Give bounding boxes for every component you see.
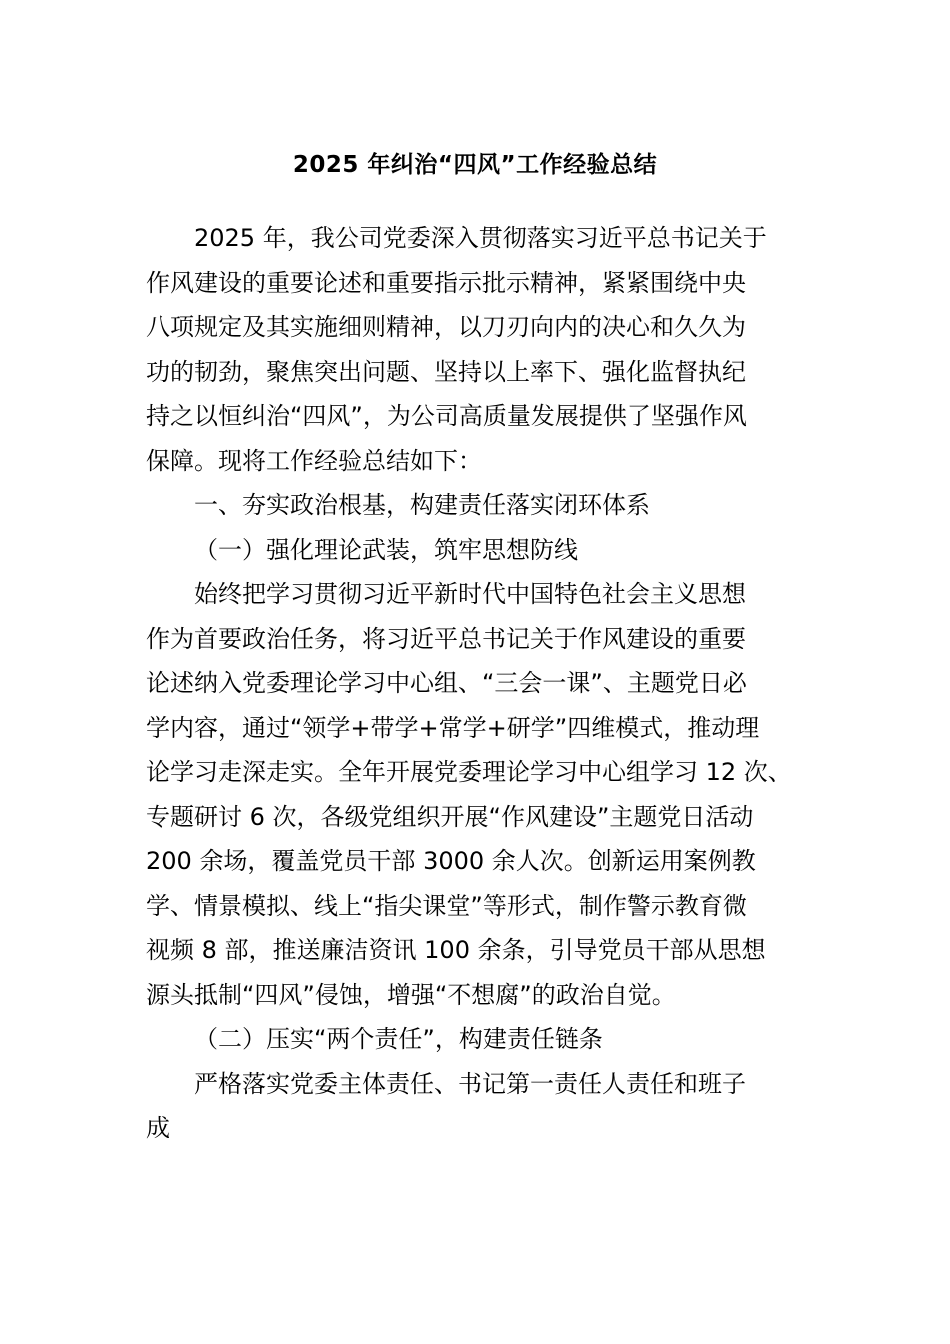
paragraph-line: 视频 8 部，推送廉洁资讯 100 余条，引导党员干部从思想 — [146, 936, 766, 964]
paragraph-line: 保障。现将工作经验总结如下： — [146, 447, 482, 475]
paragraph-line: 论学习走深走实。全年开展党委理论学习中心组学习 12 次、 — [146, 758, 792, 786]
paragraph-line: 成 — [146, 1114, 170, 1142]
paragraph-line: 学内容，通过“领学+带学+常学+研学”四维模式，推动理 — [146, 714, 760, 742]
section-heading: 一、夯实政治根基，构建责任落实闭环体系 — [194, 491, 650, 519]
paragraph-line: 作为首要政治任务，将习近平总书记关于作风建设的重要 — [146, 625, 746, 653]
paragraph-line: 严格落实党委主体责任、书记第一责任人责任和班子 — [194, 1070, 746, 1098]
subsection-heading: （一）强化理论武装，筑牢思想防线 — [194, 536, 578, 564]
subsection-heading: （二）压实“两个责任”，构建责任链条 — [194, 1025, 603, 1053]
paragraph-line: 学、情景模拟、线上“指尖课堂”等形式，制作警示教育微 — [146, 892, 747, 920]
paragraph-line: 源头抵制“四风”侵蚀，增强“不想腐”的政治自觉。 — [146, 981, 676, 1009]
paragraph-line: 功的韧劲，聚焦突出问题、坚持以上率下、强化监督执纪 — [146, 358, 746, 386]
paragraph-line: 作风建设的重要论述和重要指示批示精神，紧紧围绕中央 — [146, 269, 746, 297]
paragraph-line: 2025 年，我公司党委深入贯彻落实习近平总书记关于 — [194, 224, 767, 252]
paragraph-line: 始终把学习贯彻习近平新时代中国特色社会主义思想 — [194, 580, 746, 608]
paragraph-line: 200 余场，覆盖党员干部 3000 余人次。创新运用案例教 — [146, 847, 756, 875]
document-title: 2025 年纠治“四风”工作经验总结 — [292, 152, 658, 178]
paragraph-line: 八项规定及其实施细则精神，以刀刃向内的决心和久久为 — [146, 313, 746, 341]
paragraph-line: 论述纳入党委理论学习中心组、“三会一课”、主题党日必 — [146, 669, 747, 697]
paragraph-line: 持之以恒纠治“四风”，为公司高质量发展提供了坚强作风 — [146, 402, 747, 430]
paragraph-line: 专题研讨 6 次，各级党组织开展“作风建设”主题党日活动 — [146, 803, 754, 831]
